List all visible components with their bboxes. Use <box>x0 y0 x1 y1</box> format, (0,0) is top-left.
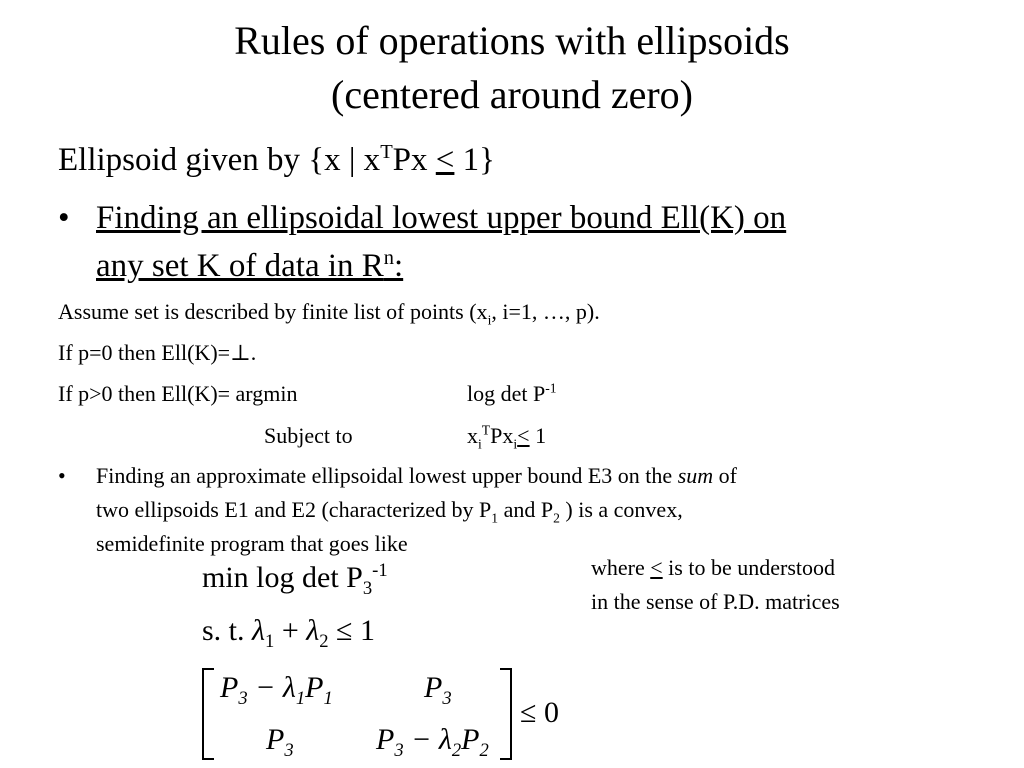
matrix-cell-11: $P_3 - \lambda_1P_1$ <box>220 671 333 709</box>
subject-to-label: Subject to <box>264 423 353 448</box>
slide-title-line2: (centered around zero) <box>331 72 693 117</box>
case-p-zero: If p=0 then Ell(K)=⊥. <box>58 340 257 365</box>
slide-title-line1: Rules of operations with ellipsoids <box>234 18 790 63</box>
bullet2-marker: • <box>58 463 66 488</box>
case-p-positive: If p>0 then Ell(K)= argmin <box>58 381 298 406</box>
matrix-leq-zero: ≤ 0 <box>520 696 559 729</box>
matrix-right-bracket <box>500 668 512 760</box>
matrix-cell-12: $P_3$ <box>424 671 452 709</box>
assumption-text: Assume set is described by finite list of points ($x_i$, i=1, …, p). <box>58 299 600 328</box>
note-line2: in the sense of P.D. matrices <box>591 589 840 614</box>
bullet1-marker: • <box>58 200 70 236</box>
matrix-cell-22: $P_3 - \lambda_2P_2$ <box>376 723 489 761</box>
constraint-text: $x_i^TPx_i< 1$ <box>467 422 547 452</box>
program-lambda-constraint: s. t. $\lambda_1 + \lambda_2 \le 1$ <box>202 614 375 652</box>
program-objective: $\min \log \det P_3^{-1}$ <box>202 560 388 599</box>
matrix-cell-21: $P_3$ <box>266 723 294 761</box>
bullet2-line1: Finding an approximate ellipsoidal lowest upper bound E3 on the sum of <box>96 463 737 488</box>
objective-text: $\log \det P^{-1}$ <box>467 380 557 406</box>
matrix-left-bracket <box>202 668 214 760</box>
bullet1-line1: Finding an ellipsoidal lowest upper bound Ell(K) on <box>96 200 787 236</box>
ellipsoid-definition: Ellipsoid given by {x | $x^TPx < 1$} <box>58 141 495 178</box>
note-line1: where < is to be understood <box>591 555 835 580</box>
bullet1-line2: any set K of data in $R^n$: <box>96 247 404 284</box>
bullet2-line2: two ellipsoids E1 and E2 (characterized by $P_1$ and $P_2$ ) is a convex, <box>96 497 683 526</box>
bullet2-line3: semidefinite program that goes like <box>96 531 408 556</box>
